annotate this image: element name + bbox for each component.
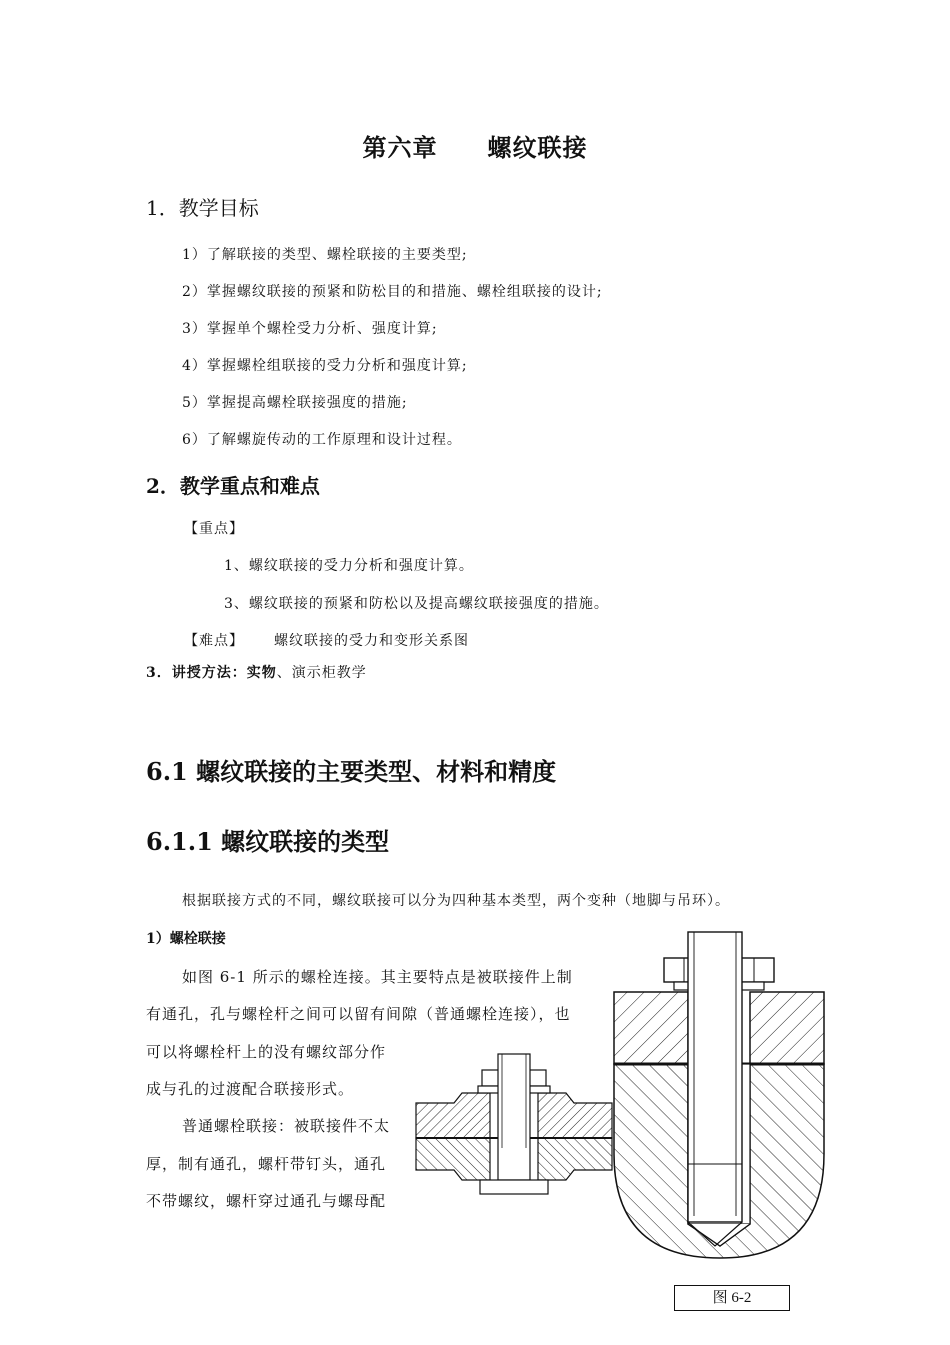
key-points-heading: 2．教学重点和难点	[146, 474, 320, 498]
screw-connection-figure	[610, 924, 830, 1274]
objectives-heading: 1．教学目标	[146, 196, 259, 220]
objective-item-6: 6）了解螺旋传动的工作原理和设计过程。	[182, 432, 462, 448]
figure-caption: 图 6-2	[674, 1285, 790, 1311]
focus-item-2: 3、螺纹联接的预紧和防松以及提高螺纹联接强度的措施。	[224, 596, 609, 612]
bolt-line-4: 成与孔的过渡配合联接形式。	[146, 1080, 355, 1098]
bolt-line-2: 有通孔，孔与螺栓杆之间可以留有间隙（普通螺栓连接），也	[146, 1005, 571, 1023]
bolt-line-3: 可以将螺栓杆上的没有螺纹部分作	[146, 1043, 387, 1061]
section-6-1-heading	[146, 752, 556, 787]
objective-item-1: 1）了解联接的类型、螺栓联接的主要类型;	[182, 247, 468, 263]
method-label: 3．讲授方法：	[146, 665, 247, 681]
bolt-line-1: 如图 6-1 所示的螺栓连接。其主要特点是被联接件上制	[182, 968, 573, 986]
objective-item-2: 2）掌握螺纹联接的预紧和防松目的和措施、螺栓组联接的设计;	[182, 284, 603, 300]
focus-item-1: 1、螺纹联接的受力分析和强度计算。	[224, 558, 474, 574]
objective-item-5: 5）掌握提高螺栓联接强度的措施;	[182, 395, 408, 411]
intro-paragraph: 根据联接方式的不同，螺纹联接可以分为四种基本类型，两个变种（地脚与吊环）。	[182, 893, 730, 909]
objective-item-3: 3）掌握单个螺栓受力分析、强度计算;	[182, 321, 438, 337]
difficulty-label: 【难点】	[184, 633, 244, 649]
bolt-line-7: 不带螺纹，螺杆穿过通孔与螺母配	[146, 1192, 387, 1210]
focus-label: 【重点】	[184, 521, 244, 537]
bolt-subheading: 1）螺栓联接	[146, 931, 226, 947]
section-6-1-1-heading: 6.1.1 螺纹联接的类型	[146, 827, 390, 856]
chapter-title: 第六章 螺纹联接	[362, 133, 588, 162]
method-bold: 实物	[246, 665, 277, 681]
bolt-line-5: 普通螺栓联接：被联接件不太	[182, 1117, 391, 1135]
bolt-connection-figure	[414, 1048, 614, 1198]
method-line	[146, 662, 367, 682]
bolt-line-6: 厚，制有通孔，螺杆带钉头，通孔	[146, 1155, 387, 1173]
objective-item-4: 4）掌握螺栓组联接的受力分析和强度计算;	[182, 358, 468, 374]
section-6-1-text: 6.1 螺纹联接的主要类型、材料和精度	[146, 757, 557, 786]
method-rest: 、演示柜教学	[276, 665, 367, 681]
difficulty-text: 螺纹联接的受力和变形关系图	[274, 633, 469, 649]
